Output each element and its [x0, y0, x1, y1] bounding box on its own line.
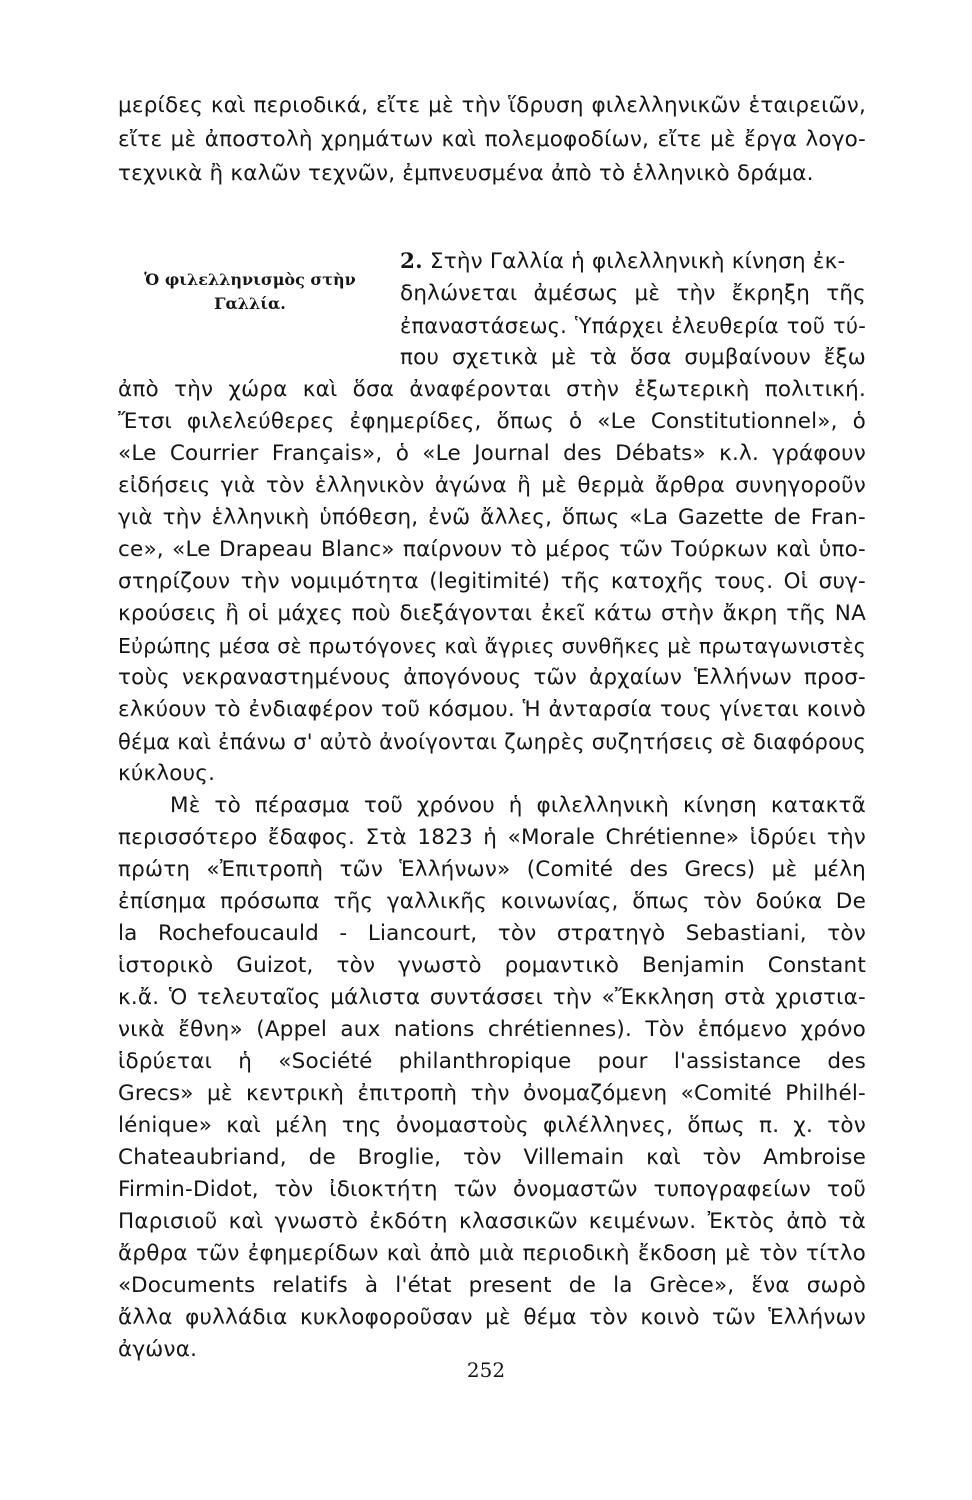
text-line: γιὰ τὴν ἑλληνικὴ ὑπόθεση, ἐνῶ ἄλλες, ὅπως «La Gazette de Fran-	[118, 505, 866, 530]
text-line: Chateaubriand, de Broglie, τὸν Villemain καὶ τὸν Ambroise	[118, 1145, 866, 1170]
paragraph-first-line: Μὲ τὸ πέρασμα τοῦ χρόνου ἡ φιλελληνικὴ κίνηση κατακτᾶ	[170, 793, 866, 818]
text-line: ἱδρύεται ἡ «Société philanthropique pour l'assistance des	[118, 1049, 866, 1074]
text-line: Παρισιοῦ καὶ γνωστὸ ἐκδότη κλασσικῶν κειμένων. Ἐκτὸς ἀπὸ τὰ	[118, 1209, 866, 1234]
text-line: Εὐρώπης μέσα σὲ πρωτόγονες καὶ ἄγριες συνθῆκες μὲ πρωταγωνιστὲς	[118, 634, 866, 658]
text-line: δηλώνεται ἀμέσως μὲ τὴν ἔκρηξη τῆς	[400, 281, 866, 306]
text-line: la Rochefoucauld - Liancourt, τὸν στρατηγὸ Sebastiani, τὸν	[118, 921, 866, 946]
text-line: ἱστορικὸ Guizot, τὸν γνωστὸ ρομαντικὸ Benjamin Constant	[118, 953, 866, 978]
page-number: 252	[466, 1358, 506, 1382]
text-line: ἐπαναστάσεως. Ὑπάρχει ἐλευθερία τοῦ τύ-	[400, 314, 866, 338]
section-first-line: Στὴν Γαλλία ἡ φιλελληνικὴ κίνηση ἐκ-	[429, 249, 846, 274]
text-line: μερίδες καὶ περιοδικά, εἴτε μὲ τὴν ἵδρυση φιλελληνικῶν ἑταιρειῶν,	[118, 93, 866, 118]
text-line: στηρίζουν τὴν νομιμότητα (legitimité) τῆς κατοχῆς τους. Οἱ συγ-	[118, 569, 866, 594]
text-line: ἀγώνα.	[118, 1337, 198, 1362]
margin-note	[120, 268, 380, 316]
section-heading-line	[400, 248, 866, 276]
margin-note-line-1: Ὁ φιλελληνισμὸς στὴν	[144, 270, 356, 289]
text-line: ἀπὸ τὴν χώρα καὶ ὅσα ἀναφέρονται στὴν ἐξωτερικὴ πολιτική.	[118, 377, 866, 402]
text-line: ἐπίσημα πρόσωπα τῆς γαλλικῆς κοινωνίας, ὅπως τὸν δούκα De	[118, 889, 866, 914]
text-line: κ.ἄ. Ὁ τελευταῖος μάλιστα συντάσσει τὴν «Ἔκκληση στὰ χριστια-	[118, 985, 866, 1010]
text-line: περισσότερο ἔδαφος. Στὰ 1823 ἡ «Morale Chrétienne» ἱδρύει τὴν	[118, 825, 866, 850]
text-line: ce», «Le Drapeau Blanc» παίρνουν τὸ μέρος τῶν Τούρκων καὶ ὑπο-	[118, 537, 866, 562]
text-line: Ἔτσι φιλελεύθερες ἐφημερίδες, ὅπως ὁ «Le Constitutionnel», ὁ	[118, 409, 866, 434]
section-number: 2.	[400, 249, 423, 274]
margin-note-line-2: Γαλλία.	[214, 294, 286, 313]
text-line: πρώτη «Ἐπιτροπὴ τῶν Ἑλλήνων» (Comité des Grecs) μὲ μέλη	[118, 857, 866, 882]
text-line: τοὺς νεκραναστημένους ἀπογόνους τῶν ἀρχαίων Ἑλλήνων προσ-	[118, 665, 866, 690]
text-line: «Documents relatifs à l'état present de la Grèce», ἕνα σωρὸ	[118, 1273, 866, 1298]
text-line: Firmin-Didot, τὸν ἰδιοκτήτη τῶν ὀνομαστῶν τυπογραφείων τοῦ	[118, 1177, 866, 1202]
text-line: ελκύουν τὸ ἐνδιαφέρον τοῦ κόσμου. Ἡ ἀνταρσία τους γίνεται κοινὸ	[118, 697, 866, 722]
text-line: νικὰ ἔθνη» (Appel aux nations chrétiennes). Τὸν ἑπόμενο χρόνο	[118, 1017, 866, 1042]
text-line: ἄλλα φυλλάδια κυκλοφοροῦσαν μὲ θέμα τὸν κοινὸ τῶν Ἑλλήνων	[118, 1305, 866, 1330]
text-line: τεχνικὰ ἢ καλῶν τεχνῶν, ἐμπνευσμένα ἀπὸ τὸ ἑλληνικὸ δράμα.	[118, 161, 814, 186]
text-line: lénique» καὶ μέλη της ὀνομαστοὺς φιλέλληνες, ὅπως π. χ. τὸν	[118, 1113, 866, 1138]
text-line: «Le Courrier Français», ὁ «Le Journal des Débats» κ.λ. γράφουν	[118, 441, 866, 466]
text-line: που σχετικὰ μὲ τὰ ὅσα συμβαίνουν ἔξω	[400, 345, 866, 370]
text-line: κύκλους.	[118, 761, 216, 786]
text-line: Grecs» μὲ κεντρικὴ ἐπιτροπὴ τὴν ὀνομαζόμενη «Comité Philhél-	[118, 1081, 866, 1106]
text-line: θέμα καὶ ἐπάνω σ' αὐτὸ ἀνοίγονται ζωηρὲς συζητήσεις σὲ διαφόρους	[118, 730, 866, 754]
text-line: ἄρθρα τῶν ἐφημερίδων καὶ ἀπὸ μιὰ περιοδικὴ ἔκδοση μὲ τὸν τίτλο	[118, 1241, 866, 1266]
text-line: εἰδήσεις γιὰ τὸν ἑλληνικὸν ἀγώνα ἢ μὲ θερμὰ ἄρθρα συνηγοροῦν	[118, 473, 866, 498]
text-line: κρούσεις ἢ οἱ μάχες ποὺ διεξάγονται ἐκεῖ κάτω στὴν ἄκρη τῆς ΝΑ	[118, 601, 866, 626]
text-line: εἴτε μὲ ἀποστολὴ χρημάτων καὶ πολεμοφοδίων, εἴτε μὲ ἔργα λογο-	[118, 127, 866, 152]
